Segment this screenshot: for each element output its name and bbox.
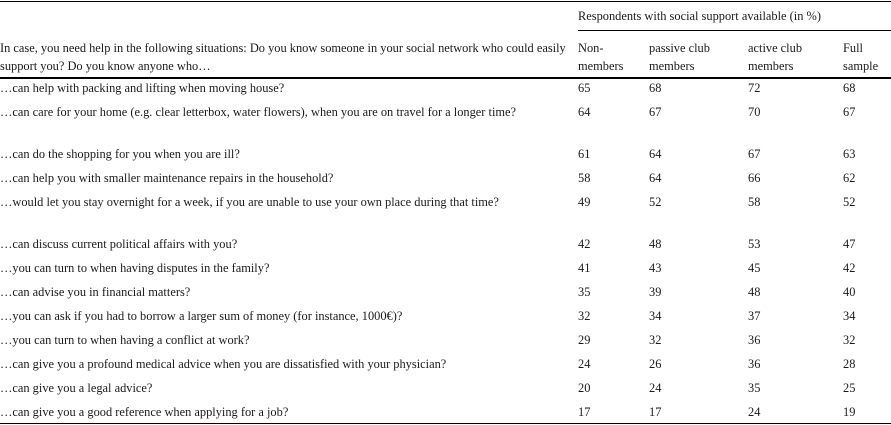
question-cell: …you can ask if you had to borrow a larger sum of money (for instance, 1000€)? — [0, 309, 403, 323]
value-cell: 67 — [843, 105, 856, 119]
value-cell: 28 — [843, 357, 856, 371]
value-cell: 72 — [748, 81, 761, 95]
value-cell: 61 — [578, 147, 591, 161]
stub-header: In case, you need help in the following situations: Do you know someone in your social network who could easily support you? Do you know anyone who… — [0, 41, 566, 73]
col-header-passive-members — [649, 39, 710, 75]
value-cell: 25 — [843, 381, 856, 395]
col-header-full-sample — [843, 39, 878, 75]
value-cell: 45 — [748, 261, 761, 275]
question-cell: …can help you with smaller maintenance repairs in the household? — [0, 171, 334, 185]
value-cell: 35 — [748, 381, 761, 395]
col-header-line: members — [748, 59, 794, 73]
value-cell: 65 — [578, 81, 591, 95]
col-header-line: Non- — [578, 41, 604, 55]
group-header-rule — [578, 30, 891, 31]
col-header-line: sample — [843, 59, 879, 73]
value-cell: 36 — [748, 333, 761, 347]
value-cell: 47 — [843, 237, 856, 251]
value-cell: 37 — [748, 309, 761, 323]
value-cell: 64 — [649, 171, 662, 185]
value-cell: 36 — [748, 357, 761, 371]
col-header-line: active club — [748, 41, 803, 55]
col-header-active-members — [748, 39, 802, 75]
top-rule — [0, 1, 891, 2]
value-cell: 68 — [649, 81, 662, 95]
value-cell: 35 — [578, 285, 591, 299]
value-cell: 42 — [843, 261, 856, 275]
value-cell: 58 — [578, 171, 591, 185]
question-cell: …can discuss current political affairs with you? — [0, 237, 238, 251]
value-cell: 48 — [649, 237, 662, 251]
question-cell: …would let you stay overnight for a week, if you are unable to use your own place during that time? — [0, 195, 499, 209]
value-cell: 66 — [748, 171, 761, 185]
question-cell: …can do the shopping for you when you are ill? — [0, 147, 240, 161]
value-cell: 42 — [578, 237, 591, 251]
value-cell: 49 — [578, 195, 591, 209]
value-cell: 19 — [843, 405, 856, 419]
value-cell: 58 — [748, 195, 761, 209]
value-cell: 20 — [578, 381, 591, 395]
value-cell: 29 — [578, 333, 591, 347]
value-cell: 32 — [649, 333, 662, 347]
value-cell: 43 — [649, 261, 662, 275]
value-cell: 64 — [578, 105, 591, 119]
value-cell: 63 — [843, 147, 856, 161]
col-header-line: members — [578, 59, 624, 73]
value-cell: 40 — [843, 285, 856, 299]
question-cell: …can help with packing and lifting when moving house? — [0, 81, 285, 95]
value-cell: 24 — [649, 381, 662, 395]
question-cell: …can give you a good reference when applying for a job? — [0, 405, 289, 419]
value-cell: 17 — [578, 405, 591, 419]
value-cell: 52 — [649, 195, 662, 209]
col-header-non-members — [578, 39, 623, 75]
value-cell: 32 — [578, 309, 591, 323]
value-cell: 39 — [649, 285, 662, 299]
value-cell: 32 — [843, 333, 856, 347]
value-cell: 53 — [748, 237, 761, 251]
value-cell: 62 — [843, 171, 856, 185]
group-header: Respondents with social support available (in %) — [578, 9, 821, 23]
value-cell: 34 — [843, 309, 856, 323]
value-cell: 52 — [843, 195, 856, 209]
col-header-line: passive club — [649, 41, 710, 55]
value-cell: 34 — [649, 309, 662, 323]
question-cell: …can give you a profound medical advice when you are dissatisfied with your physician? — [0, 357, 447, 371]
question-cell: …can care for your home (e.g. clear letterbox, water flowers), when you are on travel for a longer time? — [0, 105, 517, 119]
value-cell: 67 — [649, 105, 662, 119]
question-cell: …can give you a legal advice? — [0, 381, 153, 395]
value-cell: 24 — [748, 405, 761, 419]
value-cell: 26 — [649, 357, 662, 371]
value-cell: 41 — [578, 261, 591, 275]
value-cell: 64 — [649, 147, 662, 161]
value-cell: 70 — [748, 105, 761, 119]
value-cell: 68 — [843, 81, 856, 95]
col-header-line: members — [649, 59, 695, 73]
value-cell: 24 — [578, 357, 591, 371]
value-cell: 48 — [748, 285, 761, 299]
value-cell: 67 — [748, 147, 761, 161]
value-cell: 17 — [649, 405, 662, 419]
question-cell: …can advise you in financial matters? — [0, 285, 191, 299]
bottom-rule — [0, 423, 891, 424]
col-header-line: Full — [843, 41, 863, 55]
question-cell: …you can turn to when having disputes in the family? — [0, 261, 270, 275]
question-cell: …you can turn to when having a conflict at work? — [0, 333, 250, 347]
